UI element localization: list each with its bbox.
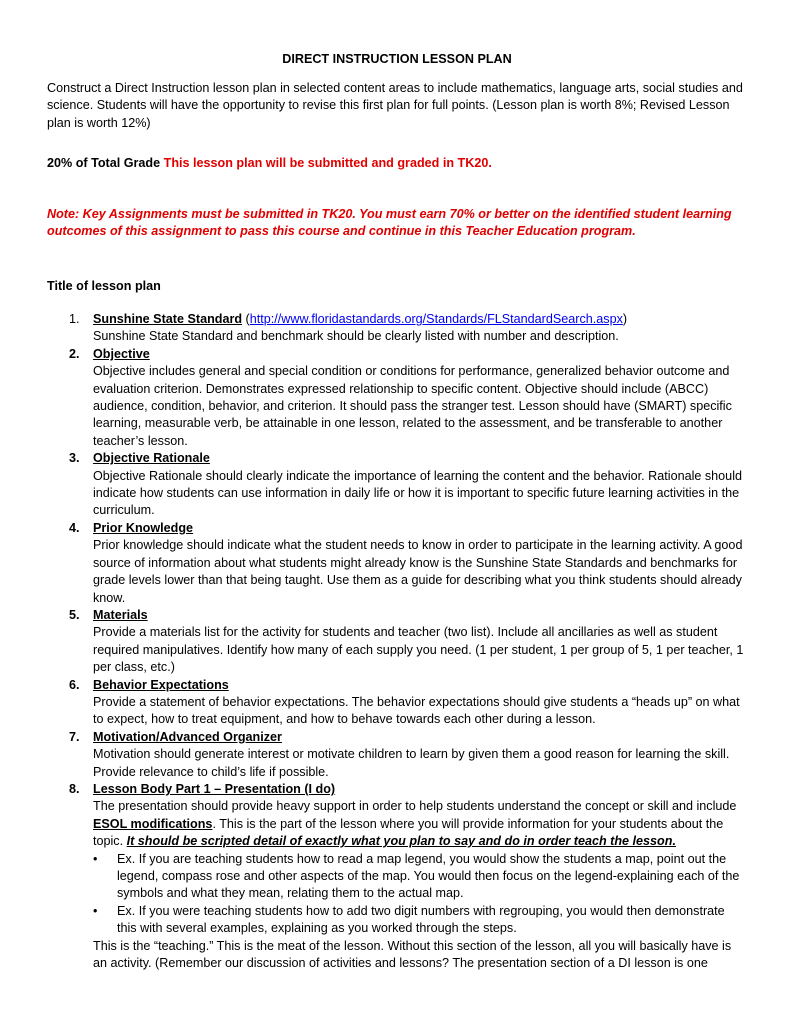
list-item [47, 677, 747, 729]
item-number: 8. [69, 781, 80, 796]
grade-line [47, 155, 747, 172]
item-number: 1. [69, 312, 80, 326]
item-number: 2. [69, 346, 80, 361]
item-heading: Materials [93, 607, 148, 622]
item-description: Motivation should generate interest or motivate children to learn by given them a good reason for learning the skill. Provide relevance to child’s life if possible. [93, 747, 730, 779]
list-item [93, 851, 747, 903]
list-item [47, 346, 747, 450]
list-item [47, 729, 747, 781]
item-heading: Behavior Expectations [93, 677, 229, 692]
intro-paragraph: Construct a Direct Instruction lesson plan in selected content areas to include mathematics, language arts, social studies and science. Students will have the opportunity to revise this first plan for full points. (Lesson plan is worth 8%; Revised Lesson plan is worth 12%) [47, 81, 743, 130]
esol-modifications: ESOL modifications [93, 816, 213, 831]
example-bullets [93, 851, 747, 938]
item-number: 3. [69, 451, 80, 466]
list-item [47, 781, 747, 972]
item-number: 7. [69, 729, 80, 744]
lesson-title-label: Title of lesson plan [47, 279, 161, 293]
key-assignment-note: Note: Key Assignments must be submitted in TK20. You must earn 70% or better on the identified student learning outcomes of this assignment to pass this course and continue in this Teacher Education program. [47, 207, 732, 239]
scripted-detail-emphasis: It should be scripted detail of exactly what you plan to say and do in order teach the lesson. [126, 834, 676, 849]
item-description: Provide a statement of behavior expectations. The behavior expectations should give students a “heads up” on what to expect, how to treat equipment, and how to behave towards each other during a lesson. [93, 694, 740, 727]
list-item [47, 450, 747, 520]
link-open-paren: ( [242, 312, 250, 326]
document-title: DIRECT INSTRUCTION LESSON PLAN [282, 52, 512, 66]
item-description: Objective Rationale should clearly indicate the importance of learning the content and the behavior. Rationale should indicate how students can use information in daily life or how it is important to specific future learning activities in the curriculum. [93, 468, 742, 518]
item-heading: Sunshine State Standard [93, 312, 243, 326]
item-number: 4. [69, 520, 80, 535]
item-heading: Prior Knowledge [93, 520, 194, 535]
item-heading: Lesson Body Part 1 – Presentation (I do) [93, 781, 336, 796]
item-description: Prior knowledge should indicate what the student needs to know in order to participate in the learning activity. A good source of information about what students might already know is the Sunshine State Standards and benchmarks for grade levels lower than that being taught. Use them as a guide for describing what you think students should already know. [93, 538, 743, 605]
example-text: Ex. If you are teaching students how to read a map legend, you would show the students a map, point out the legend, compass rose and other aspects of the map. You would then focus on the legend-explaining each of the symbols and what they mean, relating them to the actual map. [117, 851, 740, 901]
item-description: Sunshine State Standard and benchmark should be clearly listed with number and description. [93, 329, 619, 344]
list-item [47, 607, 747, 677]
item-number: 6. [69, 677, 80, 692]
item-heading: Objective [93, 346, 150, 361]
list-item [47, 520, 747, 607]
grade-weight: 20% of Total Grade [47, 156, 161, 170]
lesson-plan-components [47, 311, 747, 972]
standards-link[interactable]: http://www.floridastandards.org/Standards/FLStandardSearch.aspx [249, 312, 623, 326]
item-description: Provide a materials list for the activity for students and teacher (two list). Include all ancillaries as well as student required manipulatives. Identify how many of each supply you need. (1 per student, 1 per group of 5, 1 per teacher, 1 per class, etc.) [93, 625, 744, 675]
link-close-paren: ) [622, 312, 628, 326]
item-description [93, 798, 747, 850]
example-text: Ex. If you were teaching students how to add two digit numbers with regrouping, you would then demonstrate this with several examples, explaining as you worked through the steps. [117, 903, 725, 936]
grade-submission-note: This lesson plan will be submitted and graded in TK20. [163, 156, 492, 170]
presentation-text-cont: . This is the part of the lesson where you will provide information for your students about the topic. [93, 816, 724, 849]
bullet-icon: • [93, 903, 98, 918]
list-item [93, 903, 747, 938]
item-number: 5. [69, 607, 80, 622]
item-heading: Motivation/Advanced Organizer [93, 729, 282, 744]
item-heading: Objective Rationale [93, 451, 210, 466]
item-closing-text: This is the “teaching.” This is the meat of the lesson. Without this section of the lesson, all you will basically have is an activity. (Remember our discussion of activities and lessons? The presentation section of a DI lesson is one [93, 938, 732, 971]
bullet-icon: • [93, 851, 98, 866]
presentation-text: The presentation should provide heavy support in order to help students understand the concept or skill and include [93, 799, 737, 814]
item-description: Objective includes general and special condition or conditions for performance, generalized behavior outcome and evaluation criterion. Demonstrates expressed relationship to specific content. Objective should include (ABCC) audience, condition, behavior, and criterion. It should pass the stranger test. Lesson should have (SMART) specific learning, measurable verb, be attainable in one lesson, related to the assessment, and be transferable to another teacher’s lesson. [93, 364, 732, 448]
list-item [47, 311, 747, 346]
